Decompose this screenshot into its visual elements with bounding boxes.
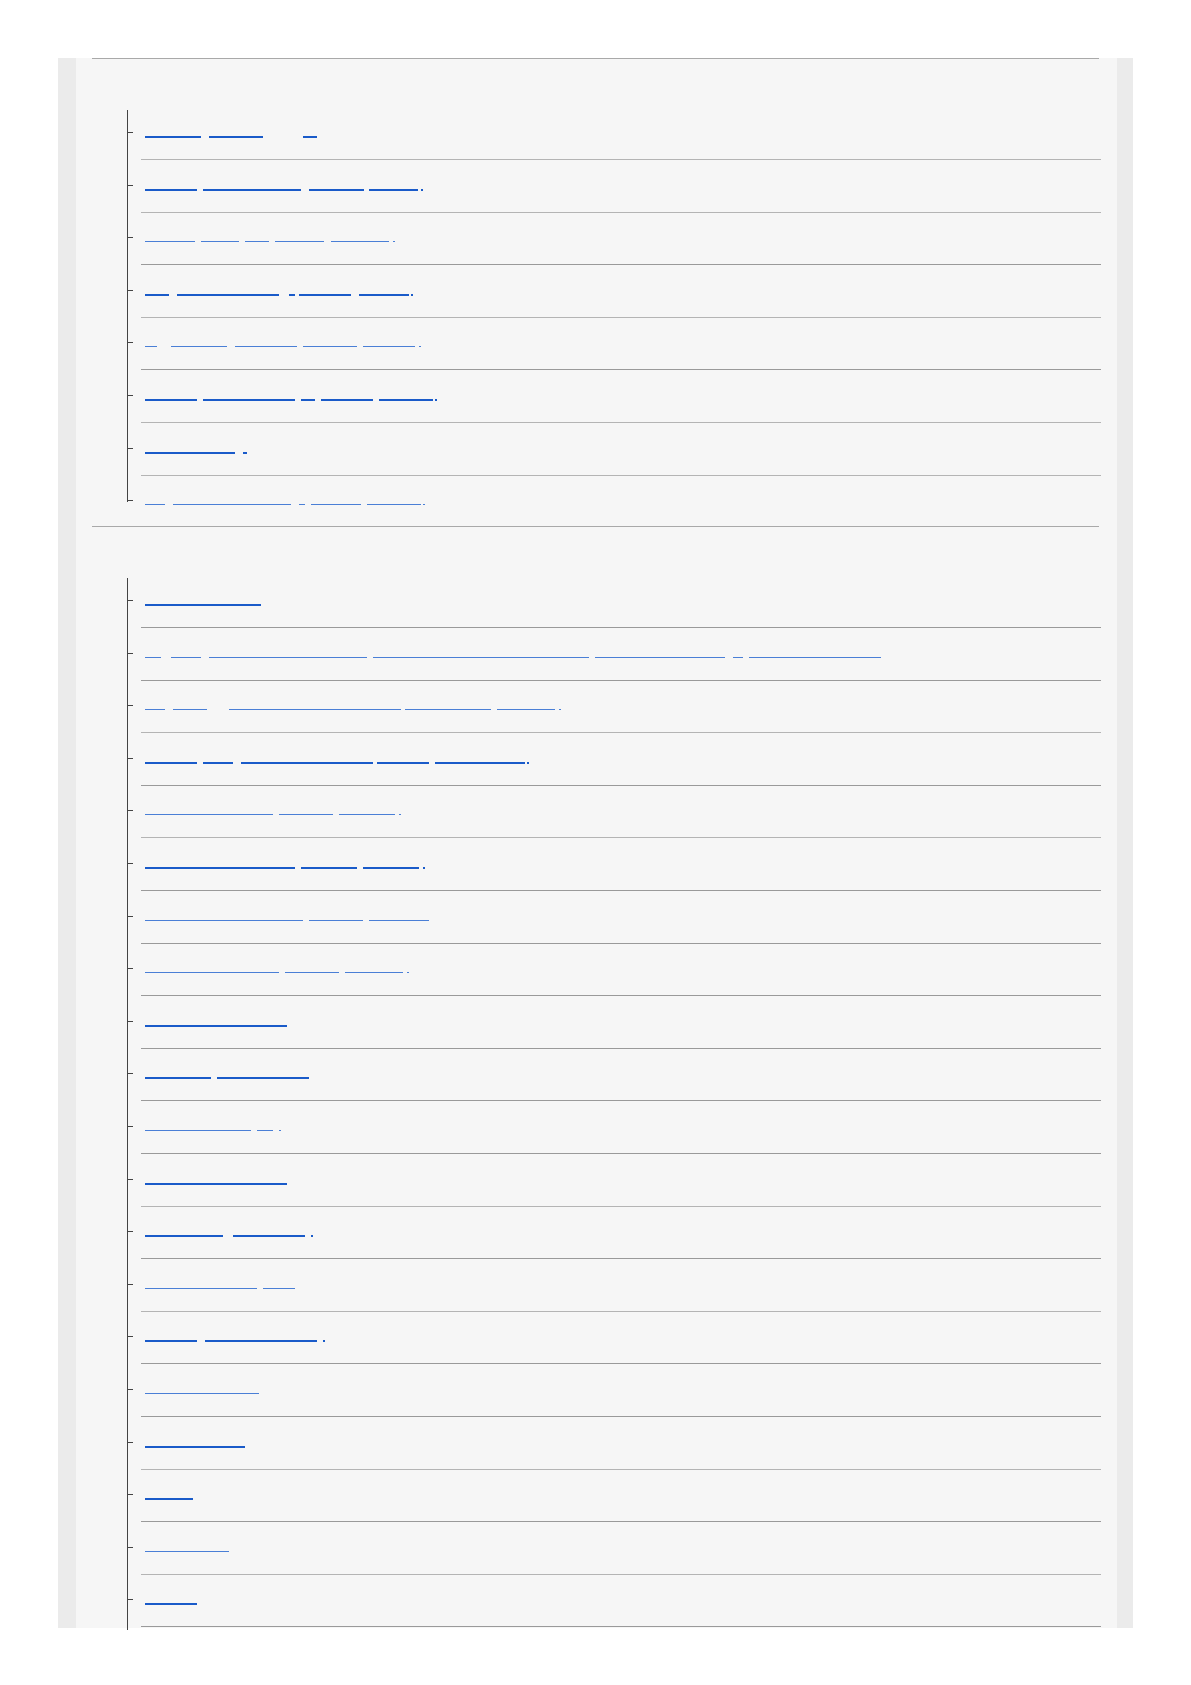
tree-tick	[127, 1231, 133, 1232]
link-underline	[299, 294, 351, 296]
link-underline	[145, 189, 197, 191]
section-divider	[92, 526, 1099, 527]
link-underline	[359, 294, 409, 296]
link-underline	[257, 1130, 273, 1131]
link-underline	[145, 294, 169, 296]
link-underline	[145, 399, 197, 401]
toc-link[interactable]	[145, 120, 317, 140]
list-item	[127, 1312, 1101, 1364]
link-underline	[145, 604, 261, 606]
toc-link[interactable]	[145, 436, 247, 456]
toc-link[interactable]	[145, 798, 401, 818]
link-underline	[311, 1235, 313, 1237]
link-underline	[393, 241, 395, 242]
link-underline	[145, 1446, 245, 1448]
link-underline	[145, 346, 157, 347]
toc-link[interactable]	[145, 173, 423, 193]
link-underline	[203, 762, 233, 764]
link-underline	[145, 1393, 259, 1394]
list-item	[127, 476, 1101, 528]
link-underline	[423, 504, 425, 505]
page-frame	[58, 58, 1133, 1628]
toc-link[interactable]	[145, 330, 421, 350]
list-item	[127, 1470, 1101, 1522]
link-underline	[279, 814, 333, 815]
link-underline	[379, 399, 433, 401]
toc-link[interactable]	[145, 904, 429, 924]
link-underline	[289, 294, 295, 296]
link-underline	[419, 346, 421, 347]
tree-tick	[127, 1126, 133, 1127]
toc-link[interactable]	[145, 693, 561, 713]
link-underline	[243, 452, 247, 454]
link-underline	[369, 189, 418, 191]
link-underline	[367, 504, 421, 505]
list-item	[127, 213, 1101, 265]
tree-tick	[127, 1336, 133, 1337]
tree-tick	[127, 1494, 133, 1495]
link-underline	[373, 657, 589, 658]
tree-tick	[127, 758, 133, 759]
list-item	[127, 1049, 1101, 1101]
list-item	[127, 1523, 1101, 1575]
link-underline	[145, 972, 279, 973]
list-item	[127, 371, 1101, 423]
link-underline	[145, 1183, 287, 1185]
link-underline	[345, 972, 403, 973]
tree-tick	[127, 1389, 133, 1390]
link-underline	[235, 346, 297, 347]
link-underline	[435, 399, 437, 401]
toc-link[interactable]	[145, 278, 413, 298]
list-item	[127, 681, 1101, 733]
toc-link[interactable]	[145, 1167, 287, 1187]
toc-link[interactable]	[145, 225, 395, 245]
link-underline	[145, 1235, 223, 1237]
tree-tick	[127, 290, 133, 291]
link-underline	[309, 920, 363, 921]
link-underline	[363, 867, 419, 869]
link-underline	[303, 346, 357, 347]
tree-tick	[127, 968, 133, 969]
document-content	[76, 58, 1117, 1628]
link-underline	[145, 452, 235, 454]
link-underline	[421, 189, 423, 191]
link-underline	[145, 504, 165, 505]
tree-tick	[127, 1021, 133, 1022]
link-underline	[241, 762, 373, 764]
list-item	[127, 944, 1101, 996]
link-underline	[303, 136, 317, 138]
toc-link[interactable]	[145, 488, 425, 508]
link-underline	[145, 762, 197, 764]
link-underline	[405, 709, 491, 710]
link-underline	[369, 920, 429, 921]
link-underline	[145, 709, 165, 710]
row-separator	[141, 1626, 1101, 1627]
link-underline	[733, 657, 743, 658]
link-underline	[145, 1551, 229, 1552]
tree-tick	[127, 1442, 133, 1443]
tree-tick	[127, 1284, 133, 1285]
link-underline	[203, 399, 295, 401]
tree-tick	[127, 342, 133, 343]
toc-link[interactable]	[145, 1272, 295, 1292]
list-item	[127, 1418, 1101, 1470]
toc-link[interactable]	[145, 1324, 325, 1344]
link-underline	[299, 504, 305, 505]
list-item	[127, 161, 1101, 213]
link-underline	[145, 1130, 251, 1131]
link-underline	[145, 1077, 211, 1079]
link-underline	[301, 867, 357, 869]
link-underline	[497, 709, 555, 710]
toc-link[interactable]	[145, 1535, 229, 1555]
link-underline	[209, 657, 367, 658]
tree-tick	[127, 1073, 133, 1074]
list-item	[127, 734, 1101, 786]
link-underline	[407, 972, 409, 973]
tree-tick	[127, 500, 133, 501]
link-underline	[201, 241, 239, 242]
link-underline	[339, 814, 395, 815]
top-rule	[92, 58, 1099, 59]
link-underline	[145, 1340, 197, 1342]
list-item	[127, 1102, 1101, 1154]
toc-link[interactable]	[145, 383, 437, 403]
link-underline	[435, 762, 525, 764]
link-underline	[311, 504, 361, 505]
link-underline	[323, 1340, 325, 1342]
link-underline	[399, 814, 401, 815]
link-underline	[309, 189, 364, 191]
link-underline	[205, 1340, 317, 1342]
list-item	[127, 266, 1101, 318]
link-underline	[245, 241, 269, 242]
link-underline	[171, 346, 227, 347]
toc-link[interactable]	[145, 956, 409, 976]
link-underline	[527, 762, 529, 764]
link-underline	[331, 241, 389, 242]
list-item	[127, 576, 1101, 628]
link-underline	[559, 709, 561, 710]
list-item	[127, 1575, 1101, 1627]
toc-link[interactable]	[145, 851, 425, 871]
link-underline	[145, 920, 303, 921]
toc-link[interactable]	[145, 588, 261, 608]
link-underline	[321, 399, 373, 401]
list-item	[127, 318, 1101, 370]
toc-link[interactable]	[145, 1009, 287, 1029]
link-underline	[423, 867, 425, 869]
link-underline	[233, 1235, 305, 1237]
tree-tick	[127, 653, 133, 654]
link-underline	[145, 136, 201, 138]
list-item	[127, 424, 1101, 476]
link-underline	[145, 814, 273, 815]
tree-tick	[127, 448, 133, 449]
list-item	[127, 1155, 1101, 1207]
link-underline	[173, 504, 291, 505]
tree-tick	[127, 1179, 133, 1180]
link-underline	[173, 709, 207, 710]
link-underline	[275, 241, 324, 242]
link-underline	[229, 709, 401, 710]
link-underline	[145, 1498, 193, 1500]
link-underline	[171, 657, 201, 658]
toc-link[interactable]	[145, 1377, 259, 1397]
list-item	[127, 629, 1101, 681]
tree-tick	[127, 1547, 133, 1548]
link-underline	[363, 346, 415, 347]
toc-link[interactable]	[145, 1482, 193, 1502]
list-item	[127, 786, 1101, 838]
toc-link[interactable]	[145, 641, 881, 661]
link-underline	[145, 867, 295, 869]
toc-link[interactable]	[145, 1061, 309, 1081]
list-item	[127, 108, 1101, 160]
link-underline	[263, 1288, 295, 1289]
link-underline	[177, 294, 279, 296]
toc-link[interactable]	[145, 1219, 313, 1239]
link-underline	[145, 1025, 287, 1027]
link-underline	[411, 294, 413, 296]
tree-tick	[127, 132, 133, 133]
tree-tick	[127, 705, 133, 706]
link-underline	[203, 189, 301, 191]
toc-link[interactable]	[145, 1430, 245, 1450]
link-underline	[595, 657, 725, 658]
toc-link[interactable]	[145, 1587, 197, 1607]
link-underline	[749, 657, 881, 658]
list-item	[127, 1260, 1101, 1312]
link-underline	[301, 399, 315, 401]
link-underline	[217, 1077, 309, 1079]
tree-tick	[127, 863, 133, 864]
toc-link[interactable]	[145, 746, 529, 766]
link-underline	[145, 241, 195, 242]
list-item	[127, 839, 1101, 891]
link-underline	[145, 1603, 197, 1605]
link-underline	[209, 136, 263, 138]
tree-tick	[127, 1599, 133, 1600]
link-underline	[145, 657, 161, 658]
tree-tick	[127, 185, 133, 186]
list-item	[127, 1207, 1101, 1259]
link-underline	[145, 1288, 257, 1289]
tree-tick	[127, 237, 133, 238]
link-underline	[377, 762, 429, 764]
tree-tick	[127, 810, 133, 811]
tree-tick	[127, 916, 133, 917]
link-underline	[279, 1130, 281, 1131]
list-item	[127, 892, 1101, 944]
tree-tick	[127, 600, 133, 601]
link-underline	[285, 972, 339, 973]
list-item	[127, 997, 1101, 1049]
toc-link[interactable]	[145, 1114, 281, 1134]
tree-tick	[127, 395, 133, 396]
list-item	[127, 1365, 1101, 1417]
